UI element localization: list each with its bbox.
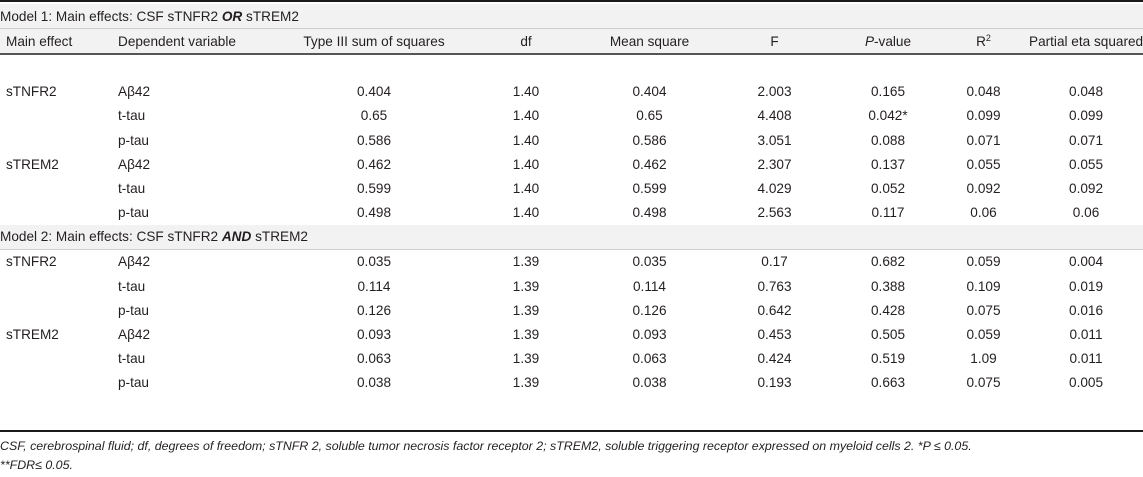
cell-type3-ss: 0.599 bbox=[284, 176, 464, 200]
cell-r2: 0.06 bbox=[938, 201, 1029, 225]
cell-partial-eta: 0.055 bbox=[1029, 152, 1143, 176]
cell-dependent-variable: t-tau bbox=[118, 347, 284, 371]
cell-type3-ss: 0.462 bbox=[284, 152, 464, 176]
cell-f: 0.193 bbox=[711, 371, 838, 395]
table-row bbox=[0, 347, 1143, 371]
col-dependent-variable: Dependent variable bbox=[118, 29, 284, 55]
cell-p-value: 0.117 bbox=[838, 201, 938, 225]
bottom-rule bbox=[0, 430, 1143, 432]
cell-r2: 0.048 bbox=[938, 80, 1029, 104]
cell-dependent-variable: p-tau bbox=[118, 298, 284, 322]
cell-dependent-variable: Aβ42 bbox=[118, 152, 284, 176]
cell-partial-eta: 0.092 bbox=[1029, 176, 1143, 200]
cell-main-effect bbox=[0, 298, 118, 322]
cell-p-value: 0.052 bbox=[838, 176, 938, 200]
cell-type3-ss: 0.498 bbox=[284, 201, 464, 225]
cell-f: 0.17 bbox=[711, 249, 838, 274]
table-row bbox=[0, 80, 1143, 104]
cell-r2: 0.059 bbox=[938, 322, 1029, 346]
cell-dependent-variable: t-tau bbox=[118, 274, 284, 298]
cell-partial-eta: 0.011 bbox=[1029, 347, 1143, 371]
cell-mean-square: 0.65 bbox=[588, 104, 711, 128]
cell-mean-square: 0.599 bbox=[588, 176, 711, 200]
cell-r2: 0.059 bbox=[938, 249, 1029, 274]
cell-main-effect: sTNFR2 bbox=[0, 80, 118, 104]
cell-main-effect bbox=[0, 371, 118, 395]
cell-dependent-variable: p-tau bbox=[118, 128, 284, 152]
cell-dependent-variable: Aβ42 bbox=[118, 322, 284, 346]
model1-title: Model 1: Main effects: CSF sTNFR2 OR sTREM2 bbox=[0, 4, 1143, 29]
col-main-effect: Main effect bbox=[0, 29, 118, 55]
cell-type3-ss: 0.586 bbox=[284, 128, 464, 152]
cell-type3-ss: 0.093 bbox=[284, 322, 464, 346]
cell-mean-square: 0.462 bbox=[588, 152, 711, 176]
cell-f: 3.051 bbox=[711, 128, 838, 152]
cell-p-value: 0.519 bbox=[838, 347, 938, 371]
cell-dependent-variable: t-tau bbox=[118, 104, 284, 128]
model2-title-row bbox=[0, 225, 1143, 250]
table-row bbox=[0, 371, 1143, 395]
footnote-line-2: **FDR≤ 0.05. bbox=[0, 458, 73, 472]
cell-main-effect bbox=[0, 201, 118, 225]
cell-f: 0.642 bbox=[711, 298, 838, 322]
cell-df: 1.40 bbox=[464, 104, 588, 128]
table-row bbox=[0, 322, 1143, 346]
table-row bbox=[0, 128, 1143, 152]
cell-f: 0.453 bbox=[711, 322, 838, 346]
cell-r2: 1.09 bbox=[938, 347, 1029, 371]
cell-f: 4.408 bbox=[711, 104, 838, 128]
cell-mean-square: 0.126 bbox=[588, 298, 711, 322]
cell-df: 1.40 bbox=[464, 176, 588, 200]
table-row bbox=[0, 152, 1143, 176]
cell-p-value: 0.682 bbox=[838, 249, 938, 274]
cell-df: 1.39 bbox=[464, 371, 588, 395]
cell-dependent-variable: Aβ42 bbox=[118, 249, 284, 274]
col-f: F bbox=[711, 29, 838, 55]
cell-r2: 0.092 bbox=[938, 176, 1029, 200]
cell-type3-ss: 0.063 bbox=[284, 347, 464, 371]
table-body bbox=[0, 4, 1143, 395]
cell-partial-eta: 0.019 bbox=[1029, 274, 1143, 298]
col-partial-eta: Partial eta squared bbox=[1029, 29, 1143, 55]
cell-dependent-variable: p-tau bbox=[118, 371, 284, 395]
cell-partial-eta: 0.048 bbox=[1029, 80, 1143, 104]
cell-type3-ss: 0.404 bbox=[284, 80, 464, 104]
cell-partial-eta: 0.099 bbox=[1029, 104, 1143, 128]
cell-mean-square: 0.035 bbox=[588, 249, 711, 274]
cell-df: 1.39 bbox=[464, 322, 588, 346]
col-p-value: P-value bbox=[838, 29, 938, 55]
cell-main-effect bbox=[0, 347, 118, 371]
cell-p-value: 0.042* bbox=[838, 104, 938, 128]
statistics-table bbox=[0, 4, 1143, 395]
cell-p-value: 0.428 bbox=[838, 298, 938, 322]
cell-df: 1.39 bbox=[464, 347, 588, 371]
cell-main-effect: sTREM2 bbox=[0, 322, 118, 346]
cell-r2: 0.071 bbox=[938, 128, 1029, 152]
cell-mean-square: 0.404 bbox=[588, 80, 711, 104]
col-df: df bbox=[464, 29, 588, 55]
table-row bbox=[0, 176, 1143, 200]
cell-type3-ss: 0.65 bbox=[284, 104, 464, 128]
model1-title-row bbox=[0, 4, 1143, 29]
cell-f: 4.029 bbox=[711, 176, 838, 200]
cell-f: 2.563 bbox=[711, 201, 838, 225]
cell-partial-eta: 0.016 bbox=[1029, 298, 1143, 322]
cell-type3-ss: 0.035 bbox=[284, 249, 464, 274]
table-row bbox=[0, 201, 1143, 225]
cell-mean-square: 0.038 bbox=[588, 371, 711, 395]
cell-df: 1.40 bbox=[464, 80, 588, 104]
cell-type3-ss: 0.038 bbox=[284, 371, 464, 395]
cell-mean-square: 0.586 bbox=[588, 128, 711, 152]
cell-p-value: 0.165 bbox=[838, 80, 938, 104]
cell-main-effect bbox=[0, 176, 118, 200]
cell-r2: 0.109 bbox=[938, 274, 1029, 298]
cell-main-effect bbox=[0, 104, 118, 128]
table-row bbox=[0, 104, 1143, 128]
cell-partial-eta: 0.011 bbox=[1029, 322, 1143, 346]
cell-p-value: 0.088 bbox=[838, 128, 938, 152]
cell-partial-eta: 0.004 bbox=[1029, 249, 1143, 274]
cell-r2: 0.075 bbox=[938, 298, 1029, 322]
cell-r2: 0.075 bbox=[938, 371, 1029, 395]
cell-f: 0.424 bbox=[711, 347, 838, 371]
cell-p-value: 0.505 bbox=[838, 322, 938, 346]
cell-dependent-variable: Aβ42 bbox=[118, 80, 284, 104]
cell-df: 1.40 bbox=[464, 152, 588, 176]
cell-df: 1.39 bbox=[464, 274, 588, 298]
table-row bbox=[0, 274, 1143, 298]
cell-type3-ss: 0.126 bbox=[284, 298, 464, 322]
top-rule bbox=[0, 0, 1143, 2]
cell-mean-square: 0.114 bbox=[588, 274, 711, 298]
spacer-row bbox=[0, 54, 1143, 79]
cell-partial-eta: 0.071 bbox=[1029, 128, 1143, 152]
cell-df: 1.39 bbox=[464, 298, 588, 322]
cell-main-effect: sTNFR2 bbox=[0, 249, 118, 274]
cell-r2: 0.099 bbox=[938, 104, 1029, 128]
cell-df: 1.40 bbox=[464, 201, 588, 225]
cell-main-effect: sTREM2 bbox=[0, 152, 118, 176]
cell-partial-eta: 0.06 bbox=[1029, 201, 1143, 225]
cell-partial-eta: 0.005 bbox=[1029, 371, 1143, 395]
model2-title: Model 2: Main effects: CSF sTNFR2 AND sTREM2 bbox=[0, 225, 1143, 250]
cell-main-effect bbox=[0, 128, 118, 152]
cell-mean-square: 0.093 bbox=[588, 322, 711, 346]
cell-main-effect bbox=[0, 274, 118, 298]
cell-mean-square: 0.498 bbox=[588, 201, 711, 225]
column-header-row bbox=[0, 29, 1143, 55]
footnote-line-1: CSF, cerebrospinal fluid; df, degrees of freedom; sTNFR 2, soluble tumor necrosis factor receptor 2; sTREM2, soluble triggering receptor expressed on myeloid cells 2. *P ≤ 0.05. bbox=[0, 439, 972, 453]
cell-p-value: 0.137 bbox=[838, 152, 938, 176]
table-footnote bbox=[0, 437, 1140, 475]
cell-f: 2.003 bbox=[711, 80, 838, 104]
table-row bbox=[0, 249, 1143, 274]
cell-mean-square: 0.063 bbox=[588, 347, 711, 371]
col-mean-square: Mean square bbox=[588, 29, 711, 55]
col-type3-ss: Type III sum of squares bbox=[284, 29, 464, 55]
cell-type3-ss: 0.114 bbox=[284, 274, 464, 298]
cell-f: 2.307 bbox=[711, 152, 838, 176]
cell-f: 0.763 bbox=[711, 274, 838, 298]
cell-df: 1.40 bbox=[464, 128, 588, 152]
cell-dependent-variable: t-tau bbox=[118, 176, 284, 200]
table-row bbox=[0, 298, 1143, 322]
cell-p-value: 0.388 bbox=[838, 274, 938, 298]
col-r2: $R^2$ bbox=[938, 29, 1029, 55]
cell-p-value: 0.663 bbox=[838, 371, 938, 395]
cell-r2: 0.055 bbox=[938, 152, 1029, 176]
cell-dependent-variable: p-tau bbox=[118, 201, 284, 225]
cell-df: 1.39 bbox=[464, 249, 588, 274]
